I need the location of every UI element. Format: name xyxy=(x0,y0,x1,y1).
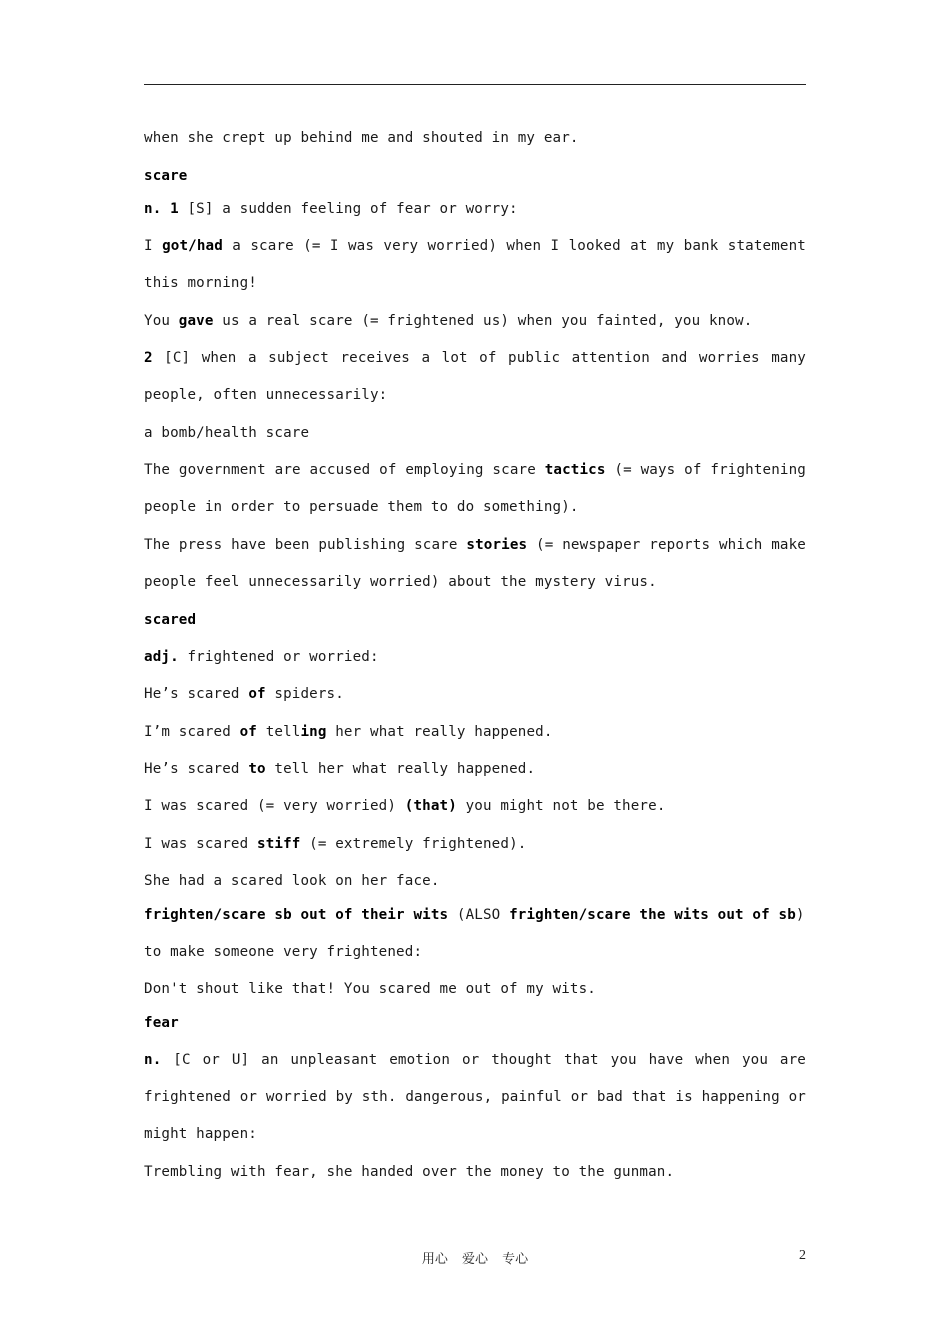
bold-term: stories xyxy=(466,537,528,553)
text-segment: ) xyxy=(795,907,805,923)
example-line: Trembling with fear, she handed over the money to the gunman. xyxy=(144,1164,675,1180)
text-segment: tell xyxy=(257,724,301,740)
text-line: when she crept up behind me and shouted in my ear. xyxy=(144,130,579,146)
text-segment: He’s scared xyxy=(144,761,249,777)
text-segment: The press have been publishing scare xyxy=(144,537,467,553)
headword-fear: fear xyxy=(144,1015,179,1031)
bold-term: gave xyxy=(178,313,214,329)
example-line: a bomb/health scare xyxy=(144,425,310,441)
bold-term: frighten/scare the wits out of sb xyxy=(509,907,796,923)
bold-term: ing xyxy=(300,724,327,740)
text-segment: frightened or worried: xyxy=(178,649,379,665)
text-segment: I was scared xyxy=(144,836,257,852)
definition-line xyxy=(144,348,806,368)
bold-term: of xyxy=(239,724,257,740)
example-line: She had a scared look on her face. xyxy=(144,873,440,889)
text-segment: I xyxy=(144,238,163,254)
text-segment: [C] when a subject receives a lot of public attention and worries many xyxy=(152,350,806,366)
headword-scare: scare xyxy=(144,168,188,184)
example-line: this morning! xyxy=(144,275,257,291)
example-line: Don't shout like that! You scared me out of my wits. xyxy=(144,981,596,997)
example-line xyxy=(144,722,806,742)
text-segment: her what really happened. xyxy=(326,724,553,740)
example-line: people feel unnecessarily worried) about the mystery virus. xyxy=(144,574,657,590)
text-segment: (= ways of frightening xyxy=(605,462,806,478)
bold-term: tactics xyxy=(544,462,606,478)
text-segment: [C or U] an unpleasant emotion or thought that you have when you are xyxy=(161,1052,806,1068)
example-line xyxy=(144,759,806,779)
example-line xyxy=(144,460,806,480)
text-segment: I’m scared xyxy=(144,724,240,740)
bold-term: adj. xyxy=(144,649,179,665)
text-segment: a scare (= I was very worried) when I looked at my bank statement xyxy=(222,238,806,254)
example-line xyxy=(144,535,806,555)
bold-term: got/had xyxy=(162,238,223,254)
example-line xyxy=(144,796,806,816)
definition-line xyxy=(144,647,806,667)
bold-term: frighten/scare sb out of their wits xyxy=(144,907,449,923)
text-segment: (= newspaper reports which make xyxy=(527,537,806,553)
bold-term: to xyxy=(248,761,266,777)
text-segment: He’s scared xyxy=(144,686,249,702)
text-segment: you might not be there. xyxy=(456,798,666,814)
example-line xyxy=(144,834,806,854)
bold-term: n. 1 xyxy=(144,201,179,217)
bold-term: (that) xyxy=(404,798,457,814)
text-segment: us a real scare (= frightened us) when you fainted, you know. xyxy=(213,313,753,329)
phrase-line xyxy=(144,905,806,925)
definition-line xyxy=(144,1050,806,1070)
bold-term: stiff xyxy=(257,836,301,852)
page-number: 2 xyxy=(799,1248,806,1263)
header-rule xyxy=(144,84,806,85)
definition-line: frightened or worried by sth. dangerous, painful or bad that is happening or xyxy=(144,1089,806,1105)
example-line xyxy=(144,684,806,704)
footer-motto: 用心 爱心 专心 xyxy=(421,1252,529,1267)
bold-term: n. xyxy=(144,1052,162,1068)
definition-line: might happen: xyxy=(144,1126,257,1142)
text-segment: You xyxy=(144,313,179,329)
text-segment: The government are accused of employing scare xyxy=(144,462,545,478)
text-segment: [S] a sudden feeling of fear or worry: xyxy=(178,201,518,217)
text-segment: I was scared (= very worried) xyxy=(144,798,405,814)
example-line: people in order to persuade them to do something). xyxy=(144,499,579,515)
definition-line: people, often unnecessarily: xyxy=(144,387,388,403)
text-segment: tell her what really happened. xyxy=(265,761,536,777)
text-segment: (= extremely frightened). xyxy=(300,836,527,852)
example-line xyxy=(144,311,806,331)
bold-term: of xyxy=(248,686,266,702)
example-line xyxy=(144,236,806,256)
text-segment: (ALSO xyxy=(448,907,510,923)
definition-line: to make someone very frightened: xyxy=(144,944,423,960)
headword-scared: scared xyxy=(144,612,197,628)
bold-term: 2 xyxy=(144,350,153,366)
text-segment: spiders. xyxy=(265,686,344,702)
definition-line xyxy=(144,199,806,219)
